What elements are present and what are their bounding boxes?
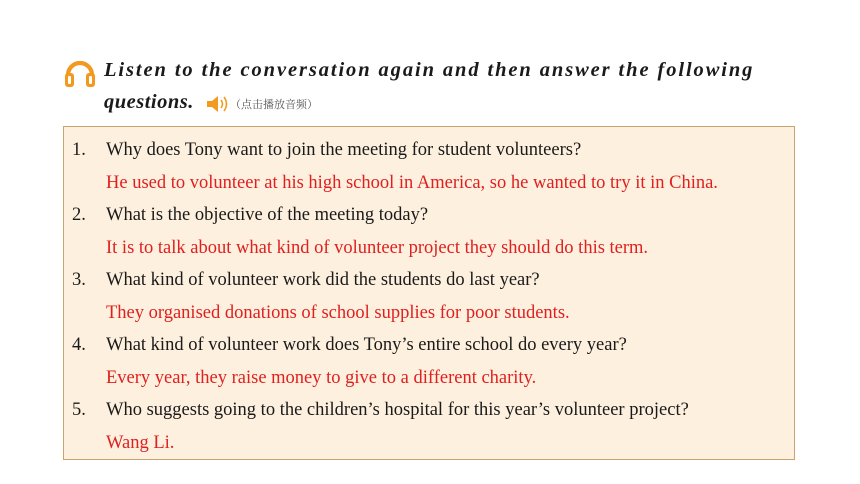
question-number: 2.	[72, 205, 86, 225]
question-text: What kind of volunteer work did the students do last year?	[106, 270, 540, 290]
question-number: 3.	[72, 270, 86, 290]
speaker-icon[interactable]	[205, 93, 231, 115]
instruction-text-line1: Listen to the conversation again and then answer the following	[104, 59, 755, 81]
question-text: Why does Tony want to join the meeting for student volunteers?	[106, 140, 582, 160]
answer-text: Every year, they raise money to give to a different charity.	[106, 368, 537, 388]
question-text: Who suggests going to the children’s hospital for this year’s volunteer project?	[106, 400, 689, 420]
question-number: 1.	[72, 140, 86, 160]
qa-box	[63, 126, 795, 460]
question-text: What is the objective of the meeting today?	[106, 205, 429, 225]
answer-text: Wang Li.	[106, 433, 175, 453]
play-audio-hint[interactable]: （点击播放音频）	[230, 98, 318, 111]
answer-text: He used to volunteer at his high school in America, so he wanted to try it in China.	[106, 173, 718, 193]
question-number: 5.	[72, 400, 86, 420]
instruction-text-line2: questions.	[104, 91, 194, 113]
answer-text: It is to talk about what kind of volunteer project they should do this term.	[106, 238, 649, 258]
question-number: 4.	[72, 335, 86, 355]
headphone-icon	[63, 55, 97, 89]
question-text: What kind of volunteer work does Tony’s entire school do every year?	[106, 335, 627, 355]
answer-text: They organised donations of school supplies for poor students.	[106, 303, 570, 323]
